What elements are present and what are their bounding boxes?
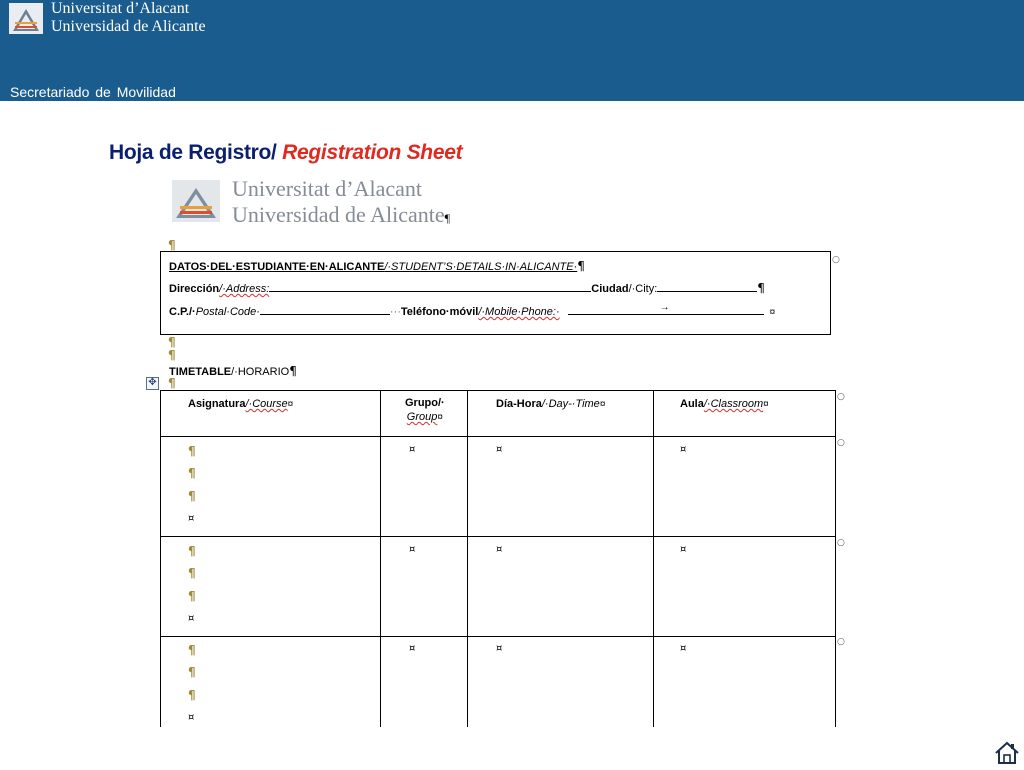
cell-mark: ¤	[188, 513, 195, 524]
phone-label-en: /·Mobile·Phone:·	[478, 306, 560, 318]
cell-mark: ¤	[496, 544, 503, 555]
postal-phone-row: C.P./·Postal·Code· ···Teléfono·móvil/·Mobile·Phone:· → ¤	[169, 302, 776, 318]
document-university-name	[232, 176, 450, 231]
cell-mark: ¤	[599, 399, 606, 410]
postal-code-field[interactable]	[260, 306, 390, 315]
details-heading-es: DATOS·DEL·ESTUDIANTE·EN·ALICANTE	[169, 261, 385, 273]
city-label-en: /·City:	[628, 283, 658, 295]
pilcrow: ¶	[168, 335, 176, 349]
phone-label: Teléfono·móvil	[400, 306, 479, 318]
document-university-line1: Universitat d’Alacant	[232, 176, 422, 201]
pilcrow: ¶	[188, 544, 196, 558]
cell-mark: ¤	[769, 307, 776, 318]
pilcrow: ¶	[289, 364, 297, 378]
pilcrow: ¶	[188, 466, 196, 480]
postal-label: C.P./·	[169, 306, 196, 318]
pilcrow: ¶	[577, 259, 585, 273]
city-label: Ciudad	[591, 283, 629, 295]
pilcrow: ¶	[188, 643, 196, 657]
details-heading-en: /·STUDENT’S·DETAILS·IN·ALICANTE·	[384, 261, 578, 273]
column-header-classroom-en: /·Classroom	[703, 398, 764, 410]
tab-arrow-icon: →	[659, 302, 670, 313]
pilcrow: ¶	[188, 444, 196, 458]
document-university-line2	[232, 202, 450, 231]
university-name-line1: Universitat d’Alacant	[51, 0, 190, 17]
row-divider	[161, 436, 835, 437]
cell-mark: ¤	[409, 444, 416, 455]
address-row	[169, 281, 765, 295]
column-header-time	[496, 398, 605, 410]
cell-mark: ¤	[496, 643, 503, 654]
department-name: Secretariado de Movilidad	[10, 84, 176, 100]
column-header-group-en: Group	[406, 411, 438, 423]
column-header-time-es: Día-Hora	[496, 398, 542, 410]
details-heading	[169, 259, 585, 273]
university-name-line2: Universidad de Alicante	[51, 18, 206, 35]
cell-mark: ¤	[680, 544, 687, 555]
row-end-mark: ○	[837, 438, 845, 448]
pilcrow: ¶	[757, 281, 765, 295]
column-header-classroom	[680, 398, 769, 410]
page-title-en: Registration Sheet	[282, 141, 463, 164]
postal-label-en: Postal·Code·	[195, 306, 260, 318]
pilcrow: ¶	[188, 589, 196, 603]
pilcrow: ¶	[188, 566, 196, 580]
address-field[interactable]	[269, 283, 591, 292]
row-divider	[161, 536, 835, 537]
address-label-en: /·Address:	[219, 283, 270, 295]
city-field[interactable]	[657, 283, 757, 292]
address-label: Dirección	[169, 283, 220, 295]
mobile-phone-field[interactable]	[568, 302, 764, 315]
column-header-group-es: Grupo/·	[405, 397, 445, 409]
column-header-course-es: Asignatura	[188, 398, 246, 410]
pilcrow: ¶	[444, 211, 451, 225]
pilcrow: ¶	[168, 348, 176, 362]
cell-mark: ¤	[188, 712, 195, 723]
pilcrow: ¶	[188, 688, 196, 702]
pilcrow: ¶	[168, 376, 176, 390]
cell-mark: ¤	[409, 544, 416, 555]
column-divider	[653, 391, 654, 727]
column-header-course-en: /·Course	[245, 398, 288, 410]
row-end-mark: ○	[837, 637, 845, 647]
row-end-mark: ○	[837, 392, 845, 402]
home-icon[interactable]	[994, 741, 1020, 765]
timetable-heading-en: TIMETABLE	[169, 366, 232, 378]
row-end-mark: ○	[832, 255, 840, 265]
pilcrow: ¶	[188, 665, 196, 679]
pilcrow: ¶	[188, 489, 196, 503]
timetable-heading-es: /·HORARIO	[231, 366, 290, 378]
row-divider	[161, 636, 835, 637]
cell-mark: ¤	[437, 412, 443, 423]
column-divider	[380, 391, 381, 727]
table-move-handle-icon[interactable]: ✥	[146, 377, 159, 390]
cell-mark: ¤	[496, 444, 503, 455]
pilcrow: ¶	[168, 238, 176, 252]
cell-mark: ¤	[763, 399, 769, 410]
column-header-course	[188, 398, 293, 410]
timetable-heading	[169, 364, 297, 378]
timetable-table	[160, 390, 836, 727]
column-divider	[467, 391, 468, 727]
row-end-mark: ○	[837, 538, 845, 548]
document-university-line2-text: Universidad de Alicante	[232, 202, 445, 227]
cell-mark: ¤	[680, 444, 687, 455]
document-logo-icon	[172, 180, 220, 222]
cell-mark: ¤	[680, 643, 687, 654]
column-header-time-en: /·Day-·Time	[541, 398, 600, 410]
cell-mark: ¤	[409, 643, 416, 654]
cell-mark: ¤	[188, 613, 195, 624]
column-header-group	[405, 397, 445, 423]
cell-mark: ¤	[287, 399, 294, 410]
column-header-classroom-es: Aula	[680, 398, 704, 410]
page-title-es: Hoja de Registro/	[109, 141, 283, 164]
